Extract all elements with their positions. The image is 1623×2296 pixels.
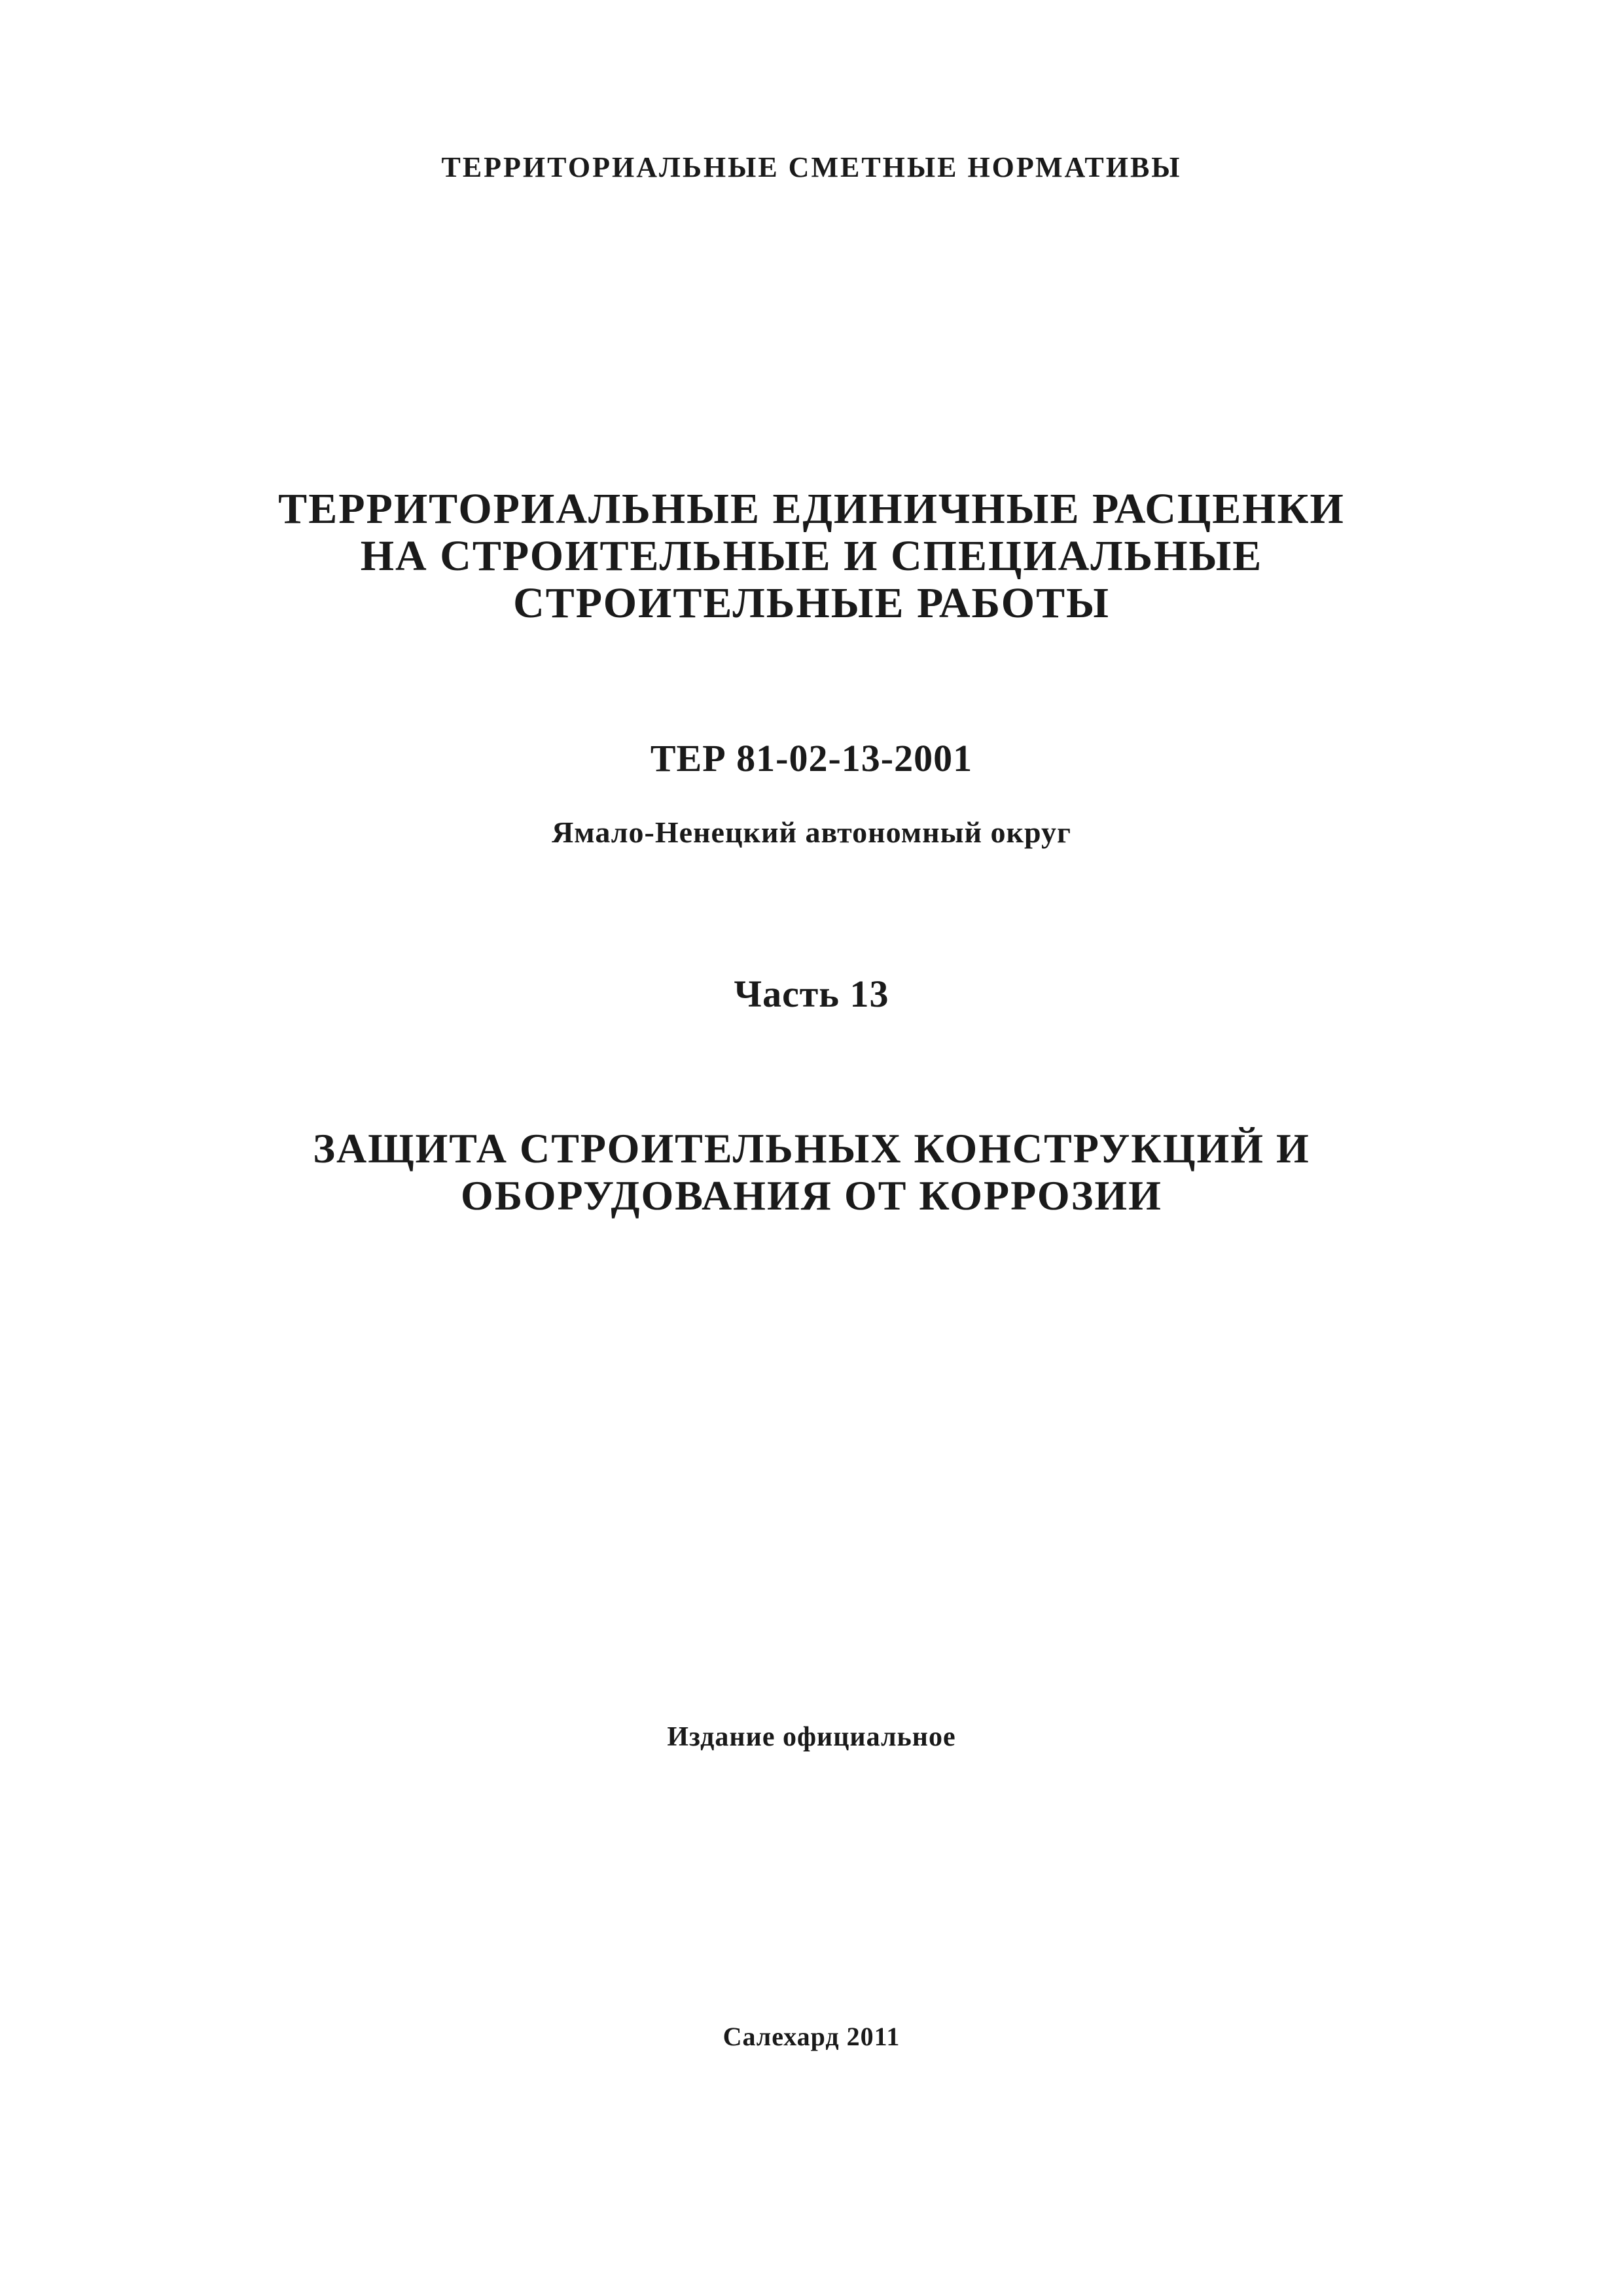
part-number: Часть 13 xyxy=(734,973,889,1015)
part-subject-line-2: ОБОРУДОВАНИЯ ОТ КОРРОЗИИ xyxy=(461,1172,1162,1219)
document-code: ТЕР 81-02-13-2001 xyxy=(650,737,973,780)
document-title-line-1: ТЕРРИТОРИАЛЬНЫЕ ЕДИНИЧНЫЕ РАСЦЕНКИ xyxy=(278,485,1345,533)
series-heading: ТЕРРИТОРИАЛЬНЫЕ СМЕТНЫЕ НОРМАТИВЫ xyxy=(441,151,1182,183)
imprint-place-year: Салехард 2011 xyxy=(722,2022,901,2051)
edition-note: Издание официальное xyxy=(667,1722,956,1752)
region-name: Ямало-Ненецкий автономный округ xyxy=(552,816,1071,849)
part-subject-line-1: ЗАЩИТА СТРОИТЕЛЬНЫХ КОНСТРУКЦИЙ И xyxy=(313,1125,1310,1172)
document-title-line-2: НА СТРОИТЕЛЬНЫЕ И СПЕЦИАЛЬНЫЕ xyxy=(360,532,1263,580)
document-title-line-3: СТРОИТЕЛЬНЫЕ РАБОТЫ xyxy=(513,579,1110,627)
